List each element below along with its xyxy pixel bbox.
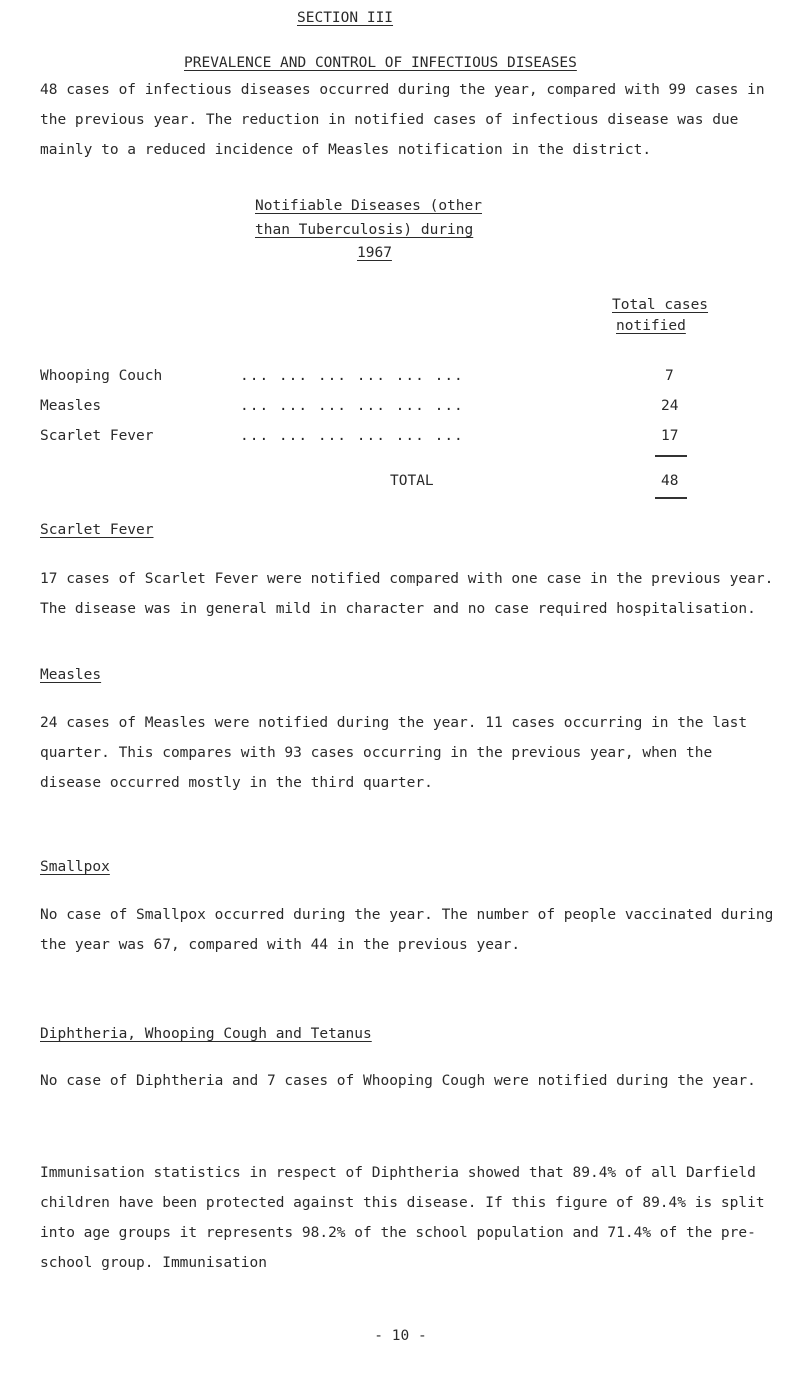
total-value: 48 xyxy=(661,473,679,489)
section-heading: SECTION III xyxy=(297,10,394,26)
diphtheria-heading: Diphtheria, Whooping Cough and Tetanus xyxy=(40,1026,372,1042)
table-title-line2: than Tuberculosis) during xyxy=(255,222,474,238)
total-label: TOTAL xyxy=(390,473,434,489)
intro-paragraph: 48 cases of infectious diseases occurred during the year, compared with 99 cases in the previous year. The reduction in notified cases of infectious disease was due mainly to a reduced incidence of Measles notification in the district. xyxy=(40,82,765,158)
table-row-count: 7 xyxy=(665,368,674,384)
table-col-header-line1: Total cases xyxy=(612,297,709,313)
table-title-line1: Notifiable Diseases (other xyxy=(255,198,482,214)
scarlet-paragraph: 17 cases of Scarlet Fever were notified compared with one case in the previous year. The disease was in general mild in character and no case required hospitalisation. xyxy=(40,571,774,617)
table-row-count: 24 xyxy=(661,398,679,414)
table-title-year: 1967 xyxy=(357,245,392,261)
total-rule-bottom xyxy=(655,497,687,499)
total-rule-top xyxy=(655,455,687,457)
table-row-dots: ... ... ... ... ... ... xyxy=(240,398,464,414)
measles-heading: Measles xyxy=(40,667,102,683)
table-row-dots: ... ... ... ... ... ... xyxy=(240,428,464,444)
measles-paragraph: 24 cases of Measles were notified during the year. 11 cases occurring in the last quarter. This compares with 93 cases occurring in the previous year, when the disease occurred mostly in the third quarter. xyxy=(40,715,748,791)
table-row-dots: ... ... ... ... ... ... xyxy=(240,368,464,384)
scarlet-heading: Scarlet Fever xyxy=(40,522,154,538)
table-row-count: 17 xyxy=(661,428,679,444)
table-row-disease: Scarlet Fever xyxy=(40,428,154,444)
table-row-disease: Measles xyxy=(40,398,102,414)
table-row-disease: Whooping Couch xyxy=(40,368,163,384)
smallpox-heading: Smallpox xyxy=(40,859,110,875)
main-heading: PREVALENCE AND CONTROL OF INFECTIOUS DISEASES xyxy=(184,55,577,71)
smallpox-paragraph: No case of Smallpox occurred during the year. The number of people vaccinated during the year was 67, compared with 44 in the previous year. xyxy=(40,907,774,953)
table-col-header-line2: notified xyxy=(616,318,686,334)
immunisation-paragraph: Immunisation statistics in respect of Diphtheria showed that 89.4% of all Darfield children have been protected against this disease. If this figure of 89.4% is split into age groups it represents 98.2% of the school population and 71.4% of the pre-school group. Immunisation xyxy=(40,1165,765,1271)
page-number: - 10 - xyxy=(374,1328,427,1344)
diphtheria-paragraph: No case of Diphtheria and 7 cases of Whooping Cough were notified during the year. xyxy=(40,1073,756,1089)
